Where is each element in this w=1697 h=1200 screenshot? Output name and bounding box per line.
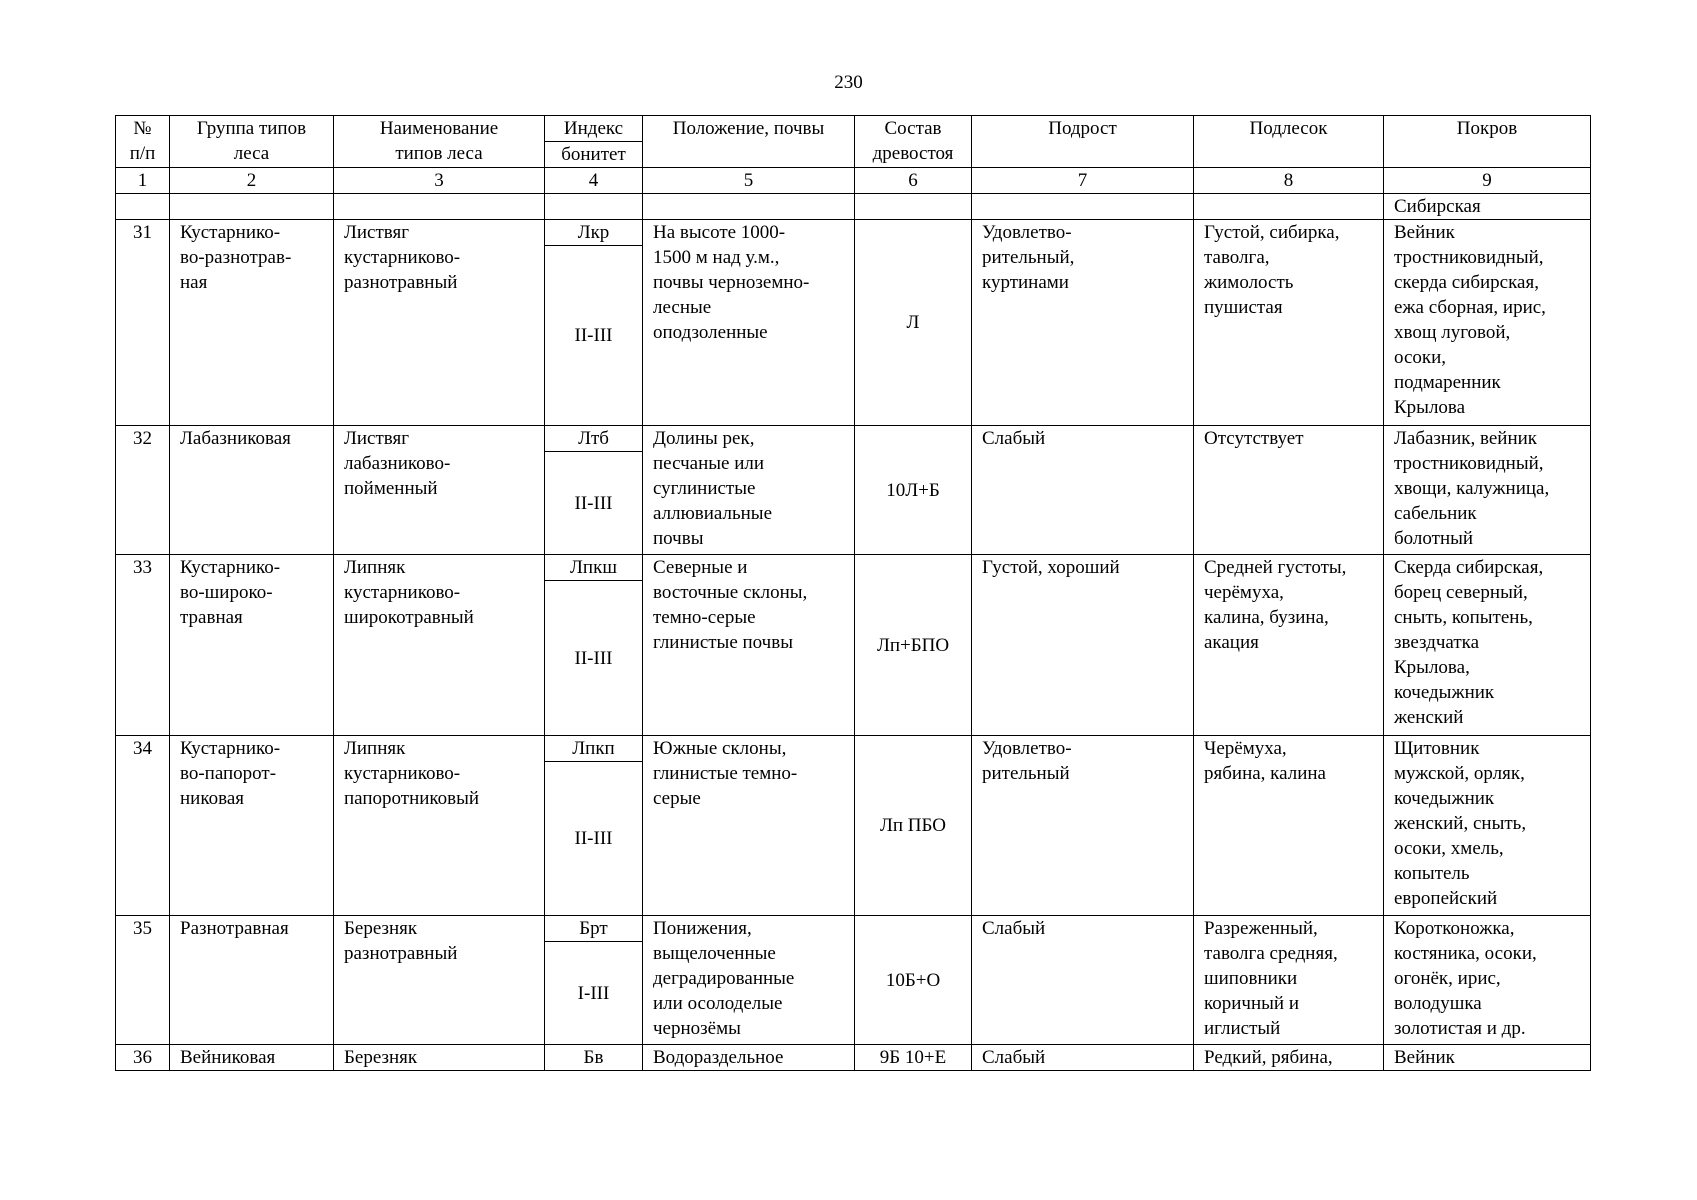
forest-bonitet: I-III: [545, 942, 643, 1045]
forest-type-group: Лабазниковая: [170, 426, 334, 555]
position-soils: На высоте 1000- 1500 м над у.м., почвы черноземно- лесные оподзоленные: [643, 220, 855, 426]
column-number: 8: [1194, 168, 1384, 194]
header-forest-type-name: Наименование типов леса: [334, 116, 545, 168]
table-row: [116, 220, 1591, 246]
forest-index: Лпкш: [545, 555, 643, 581]
row-number: 33: [116, 555, 170, 736]
forest-bonitet: II-III: [545, 452, 643, 555]
row-number: 36: [116, 1045, 170, 1071]
undergrowth: Слабый: [972, 426, 1194, 555]
column-number: 4: [545, 168, 643, 194]
header-understory: Подлесок: [1194, 116, 1384, 168]
ground-cover: Щитовник мужской, орляк, кочедыжник женский, сныть, осоки, хмель, копытель европейский: [1384, 736, 1591, 916]
position-soils: Северные и восточные склоны, темно-серые глинистые почвы: [643, 555, 855, 736]
ground-cover: Вейник тростниковидный, скерда сибирская, ежа сборная, ирис, хвощ луговой, осоки, подмаренник Крылова: [1384, 220, 1591, 426]
forest-bonitet: II-III: [545, 246, 643, 426]
forest-type-name: Липняк кустарниково- широкотравный: [334, 555, 545, 736]
table-row: [116, 1045, 1591, 1071]
page-number: 230: [834, 72, 863, 93]
forest-index: Брт: [545, 916, 643, 942]
header-forest-type-group: Группа типов леса: [170, 116, 334, 168]
understory: Разреженный, таволга средняя, шиповники коричный и иглистый: [1194, 916, 1384, 1045]
header-number: № п/п: [116, 116, 170, 168]
table-header-row: [116, 116, 1591, 142]
stand-composition: 10Л+Б: [855, 426, 972, 555]
forest-type-group: Кустарнико- во-папорот- никовая: [170, 736, 334, 916]
forest-types-table: [115, 115, 1591, 1071]
column-number: 6: [855, 168, 972, 194]
header-bonitet: бонитет: [545, 142, 643, 168]
header-undergrowth: Подрост: [972, 116, 1194, 168]
forest-type-group: Кустарнико- во-разнотрав- ная: [170, 220, 334, 426]
position-soils: Южные склоны, глинистые темно- серые: [643, 736, 855, 916]
column-number: 3: [334, 168, 545, 194]
column-numbers-row: [116, 168, 1591, 194]
forest-type-name: Березняк: [334, 1045, 545, 1071]
ground-cover: Коротконожка, костяника, осоки, огонёк, ирис, володушка золотистая и др.: [1384, 916, 1591, 1045]
stand-composition: Лп ПБО: [855, 736, 972, 916]
undergrowth: Слабый: [972, 1045, 1194, 1071]
forest-bonitet: II-III: [545, 581, 643, 736]
undergrowth: Удовлетво- рительный, куртинами: [972, 220, 1194, 426]
column-number: 2: [170, 168, 334, 194]
understory: Редкий, рябина,: [1194, 1045, 1384, 1071]
table-row: [116, 555, 1591, 581]
undergrowth: Слабый: [972, 916, 1194, 1045]
row-number: 34: [116, 736, 170, 916]
table-row: [116, 426, 1591, 452]
understory: Густой, сибирка, таволга, жимолость пушистая: [1194, 220, 1384, 426]
continuation-cover-text: Сибирская: [1384, 194, 1591, 220]
position-soils: Долины рек, песчаные или суглинистые аллювиальные почвы: [643, 426, 855, 555]
header-index: Индекс: [545, 116, 643, 142]
forest-type-group: Вейниковая: [170, 1045, 334, 1071]
continuation-row: [116, 194, 1591, 220]
column-number: 1: [116, 168, 170, 194]
ground-cover: Лабазник, вейник тростниковидный, хвощи, калужница, сабельник болотный: [1384, 426, 1591, 555]
forest-index: Лпкп: [545, 736, 643, 762]
ground-cover: Вейник: [1384, 1045, 1591, 1071]
forest-type-name: Листвяг лабазниково- пойменный: [334, 426, 545, 555]
ground-cover: Скерда сибирская, борец северный, сныть, копытень, звездчатка Крылова, кочедыжник женский: [1384, 555, 1591, 736]
undergrowth: Удовлетво- рительный: [972, 736, 1194, 916]
understory: Черёмуха, рябина, калина: [1194, 736, 1384, 916]
row-number: 31: [116, 220, 170, 426]
forest-index: Лкр: [545, 220, 643, 246]
forest-type-name: Листвяг кустарниково- разнотравный: [334, 220, 545, 426]
header-stand-composition: Состав древостоя: [855, 116, 972, 168]
forest-type-group: Кустарнико- во-широко- травная: [170, 555, 334, 736]
forest-bonitet: II-III: [545, 762, 643, 916]
row-number: 32: [116, 426, 170, 555]
table-row: [116, 916, 1591, 942]
row-number: 35: [116, 916, 170, 1045]
position-soils: Понижения, выщелоченные деградированные или осолоделые чернозёмы: [643, 916, 855, 1045]
column-number: 9: [1384, 168, 1591, 194]
position-soils: Водораздельное: [643, 1045, 855, 1071]
table-row: [116, 736, 1591, 762]
forest-index: Бв: [545, 1045, 643, 1071]
column-number: 7: [972, 168, 1194, 194]
forest-index: Лтб: [545, 426, 643, 452]
understory: Средней густоты, черёмуха, калина, бузина, акация: [1194, 555, 1384, 736]
stand-composition: 10Б+О: [855, 916, 972, 1045]
forest-type-name: Липняк кустарниково- папоротниковый: [334, 736, 545, 916]
undergrowth: Густой, хороший: [972, 555, 1194, 736]
forest-type-group: Разнотравная: [170, 916, 334, 1045]
stand-composition: Лп+БПО: [855, 555, 972, 736]
stand-composition: Л: [855, 220, 972, 426]
understory: Отсутствует: [1194, 426, 1384, 555]
forest-type-name: Березняк разнотравный: [334, 916, 545, 1045]
stand-composition: 9Б 10+Е: [855, 1045, 972, 1071]
header-ground-cover: Покров: [1384, 116, 1591, 168]
column-number: 5: [643, 168, 855, 194]
header-position-soils: Положение, почвы: [643, 116, 855, 168]
